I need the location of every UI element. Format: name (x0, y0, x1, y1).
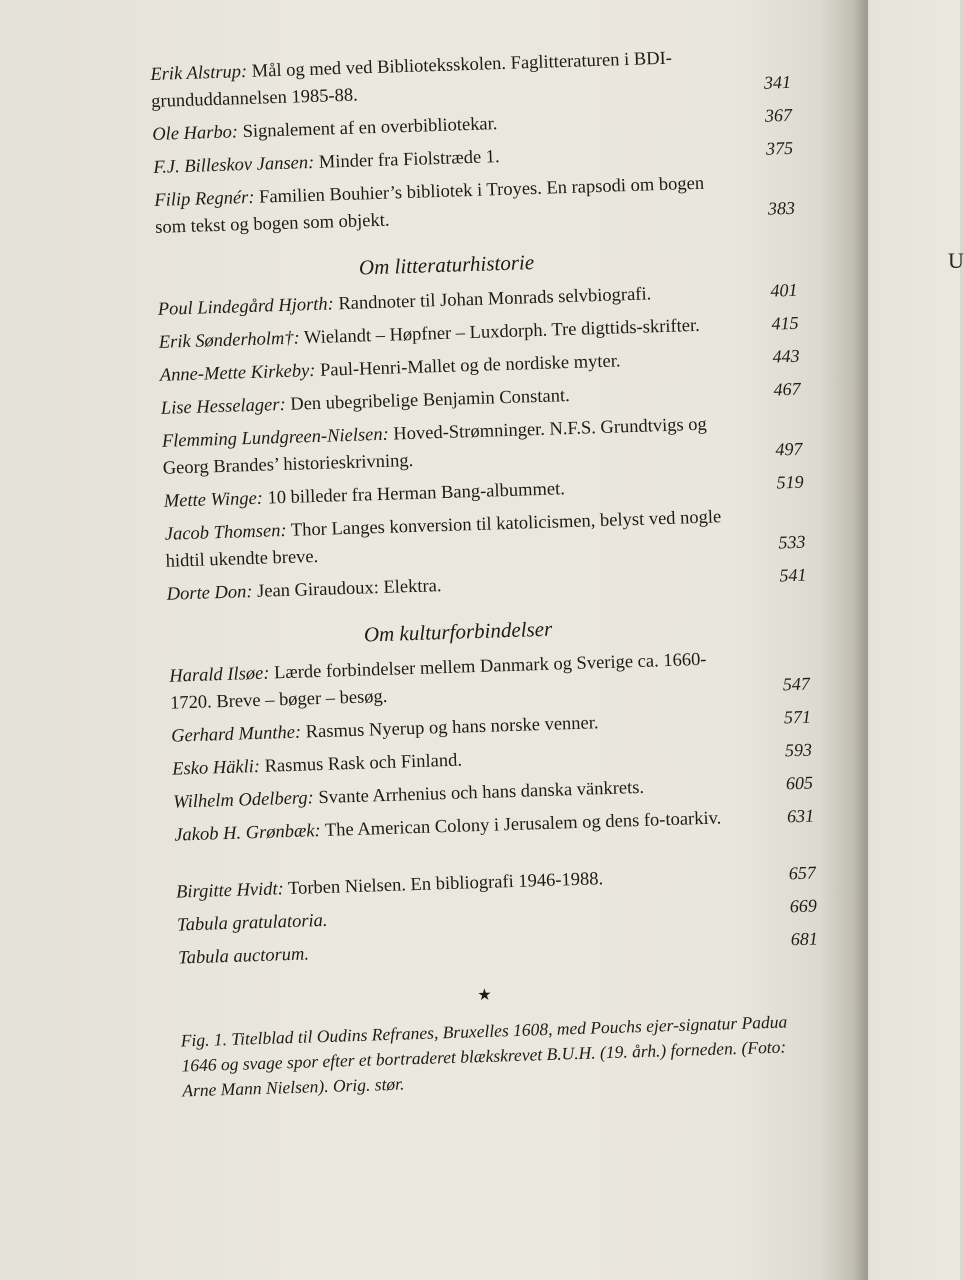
entry-page: 533 (778, 531, 806, 553)
entry-author: Birgitte Hvidt: (175, 879, 285, 903)
entry-title: Den ubegribelige Benjamin Constant. (285, 385, 570, 415)
entry-title: 10 billeder fra Herman Bang-albummet. (262, 479, 566, 509)
entry-page: 681 (790, 928, 819, 950)
entry-page: 593 (784, 739, 813, 761)
entry-title: The American Colony i Jerusalem og dens fo-toarkiv. (320, 808, 722, 842)
entry-title: Hoved-Strømninger. N.F.S. Grundtvigs og Georg Brandes’ historieskrivning. (162, 414, 708, 479)
entry-page: 541 (779, 564, 807, 586)
toc-group-4 (176, 859, 819, 972)
entry-page: 631 (786, 805, 815, 827)
entry-title: Lærde forbindelser mellem Danmark og Sverige ca. 1660-1720. Breve – bøger – besøg. (169, 649, 707, 714)
entry-page: 375 (765, 137, 794, 159)
entry-page: 383 (767, 197, 796, 219)
section-heading-litteraturhistorie: Om litteraturhistorie (358, 250, 535, 280)
entry-author: Poul Lindegård Hjorth: (157, 294, 335, 320)
entry-author: Erik Sønderholm†: (158, 328, 301, 353)
entry-title: Mål og med ved Biblioteksskolen. Faglitteraturen i BDI-grunduddannelsen 1985-88. (150, 48, 673, 112)
entry-author: Ole Harbo: (151, 122, 239, 145)
entry-title: Jean Giraudoux: Elektra. (252, 576, 442, 603)
entry-author: Tabula gratulatoria. (176, 910, 328, 936)
entry-author: F.J. Billeskov Jansen: (153, 152, 315, 178)
entry-page: 467 (773, 378, 801, 400)
entry-author: Lise Hesselager: (160, 394, 287, 419)
entry-author: Wilhelm Odelberg: (172, 788, 315, 813)
table-of-contents (150, 42, 822, 1104)
entry-page: 401 (770, 279, 798, 301)
section-heading-kulturforbindelser: Om kulturforbindelser (363, 616, 553, 647)
figure-caption: Fig. 1. Titelblad til Oudins Refranes, Bruxelles 1608, med Pouchs ejer-signatur Padua 1646 og svage spor efter et bortraderet blækskrevet B.U.H. (19. årh.) forneden. (Foto: Arne Mann Nielsen). Orig. stør. (180, 1011, 788, 1101)
facing-page (862, 0, 964, 1280)
entry-author: Erik Alstrup: (150, 61, 248, 85)
entry-page: 571 (783, 706, 812, 728)
entry-author: Gerhard Munthe: (170, 722, 302, 747)
entry-author: Jacob Thomsen: (164, 520, 287, 545)
entry-page: 443 (772, 345, 800, 367)
star-divider: ★ (477, 986, 492, 1005)
entry-page: 341 (763, 71, 792, 93)
entry-page: 415 (771, 312, 799, 334)
entry-title: Torben Nielsen. En bibliografi 1946-1988. (283, 869, 604, 900)
facing-page-letter: U (948, 248, 964, 273)
entry-title: Rasmus Nyerup og hans norske venner. (300, 713, 599, 743)
entry-author: Mette Winge: (163, 488, 264, 512)
entry-title: Thor Langes konversion til katolicismen, belyst ved nogle hidtil ukendte breve. (165, 507, 722, 572)
entry-title: Familien Bouhier’s bibliotek i Troyes. En rapsodi om bogen som tekst og bogen som objekt. (154, 173, 705, 238)
toc-group-2 (157, 277, 806, 609)
entry-author: Flemming Lundgreen-Nielsen: (161, 424, 390, 452)
toc-group-1 (150, 42, 795, 242)
entry-page: 547 (782, 673, 811, 695)
entry-author: Anne-Mette Kirkeby: (159, 360, 316, 386)
entry-page: 657 (788, 862, 817, 884)
toc-entry (154, 168, 795, 242)
entry-title: Paul-Henri-Mallet og de nordiske myter. (315, 351, 621, 381)
entry-title: Svante Arrhenius och hans danska vänkrets. (313, 777, 645, 809)
entry-title: Minder fra Fiolstræde 1. (313, 147, 500, 173)
entry-title: Wielandt – Høpfner – Luxdorph. Tre digttids-skrifter. (299, 315, 701, 349)
page-gutter-shadow (820, 0, 868, 1280)
entry-author: Harald Ilsøe: (169, 663, 270, 687)
entry-title: Randnoter til Johan Monrads selvbiografi. (333, 284, 652, 315)
entry-author: Esko Häkli: (171, 756, 261, 780)
entry-page: 367 (764, 104, 793, 126)
entry-page: 497 (775, 438, 803, 460)
entry-title: Signalement af en overbibliotekar. (237, 114, 498, 143)
entry-title: Rasmus Rask och Finland. (259, 750, 463, 777)
entry-author: Tabula auctorum. (177, 944, 310, 969)
entry-page: 519 (776, 471, 804, 493)
entry-author: Filip Regnér: (154, 187, 255, 211)
entry-author: Dorte Don: (166, 582, 253, 605)
entry-page: 605 (785, 772, 814, 794)
entry-page: 669 (789, 895, 818, 917)
entry-author: Jakob H. Grønbæk: (173, 821, 321, 846)
toc-group-3 (169, 644, 815, 850)
